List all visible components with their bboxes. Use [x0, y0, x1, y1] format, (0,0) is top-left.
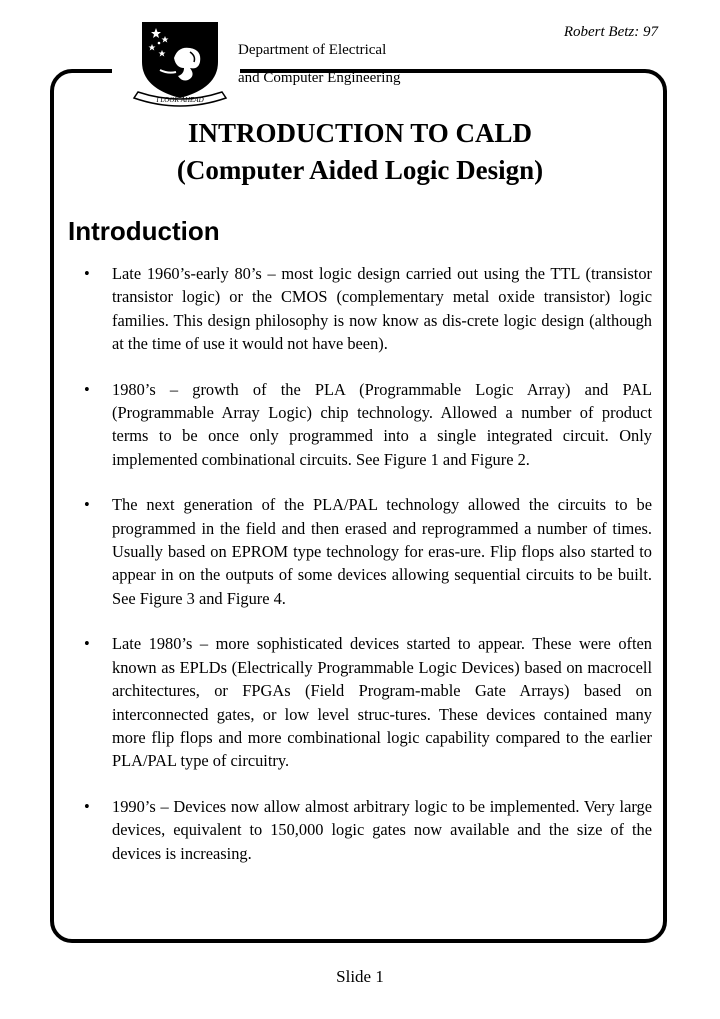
bullet-item	[84, 378, 652, 472]
university-crest-logo	[132, 18, 228, 110]
slide-subtitle: (Computer Aided Logic Design)	[176, 155, 544, 185]
crest-motto: I LOOK AHEAD	[156, 96, 204, 104]
bullet-text: Late 1960’s-early 80’s – most logic design carried out using the TTL (transistor transistor logic) or the CMOS (complementary metal oxide transistor) logic families. This design philosophy is now know as dis-crete logic design (although at the time of use it would not have been).	[112, 264, 652, 354]
slide-title: INTRODUCTION TO CALD	[187, 118, 533, 148]
author-label: Robert Betz: 97	[563, 24, 658, 40]
bullet-icon: •	[84, 495, 90, 515]
bullet-text: 1990’s – Devices now allow almost arbitrary logic to be implemented. Very large devices, equivalent to 150,000 logic gates now available and the size of the devices is increasing.	[112, 796, 652, 863]
bullet-icon: •	[84, 379, 90, 399]
bullet-text: 1980’s – growth of the PLA (Programmable Logic Array) and PAL (Programmable Array Logic) chip technology. Allowed a number of product terms to be once only programmed into a single integrated circuit. Only implemented combinational circuits. See Figure 1 and Figure 2.	[112, 379, 652, 469]
slide-number: Slide 1	[336, 967, 384, 986]
bullet-icon: •	[84, 264, 90, 283]
bullet-item	[84, 795, 652, 865]
bullet-list	[84, 262, 652, 887]
bullet-text: Late 1980’s – more sophisticated devices started to appear. These were often known as EPLDs (Electrically Programmable Logic Devices) based on macrocell architectures, or FPGAs (Field Program-mable Gate Arrays) based on interconnected gates, or low level struc-tures. These devices contained many more flip flops and more combinational logic capability compared to the earlier PLA/PAL type of circuitry.	[112, 634, 652, 771]
bullet-item	[84, 632, 652, 772]
bullet-icon: •	[84, 634, 90, 654]
bullet-text: The next generation of the PLA/PAL technology allowed the circuits to be programmed in the field and then erased and reprogrammed a number of times. Usually based on EPROM type technology for eras-ure. Flip flops also started to appear in on the outputs of some devices allowing sequential circuits to be built. See Figure 3 and Figure 4.	[112, 495, 652, 608]
bullet-icon: •	[84, 796, 90, 816]
section-heading: Introduction	[68, 216, 220, 246]
bullet-item	[84, 493, 652, 610]
department-line-1: Department of Electrical	[238, 42, 387, 58]
bullet-item	[84, 262, 652, 356]
department-line-2: and Computer Engineering	[238, 70, 401, 86]
